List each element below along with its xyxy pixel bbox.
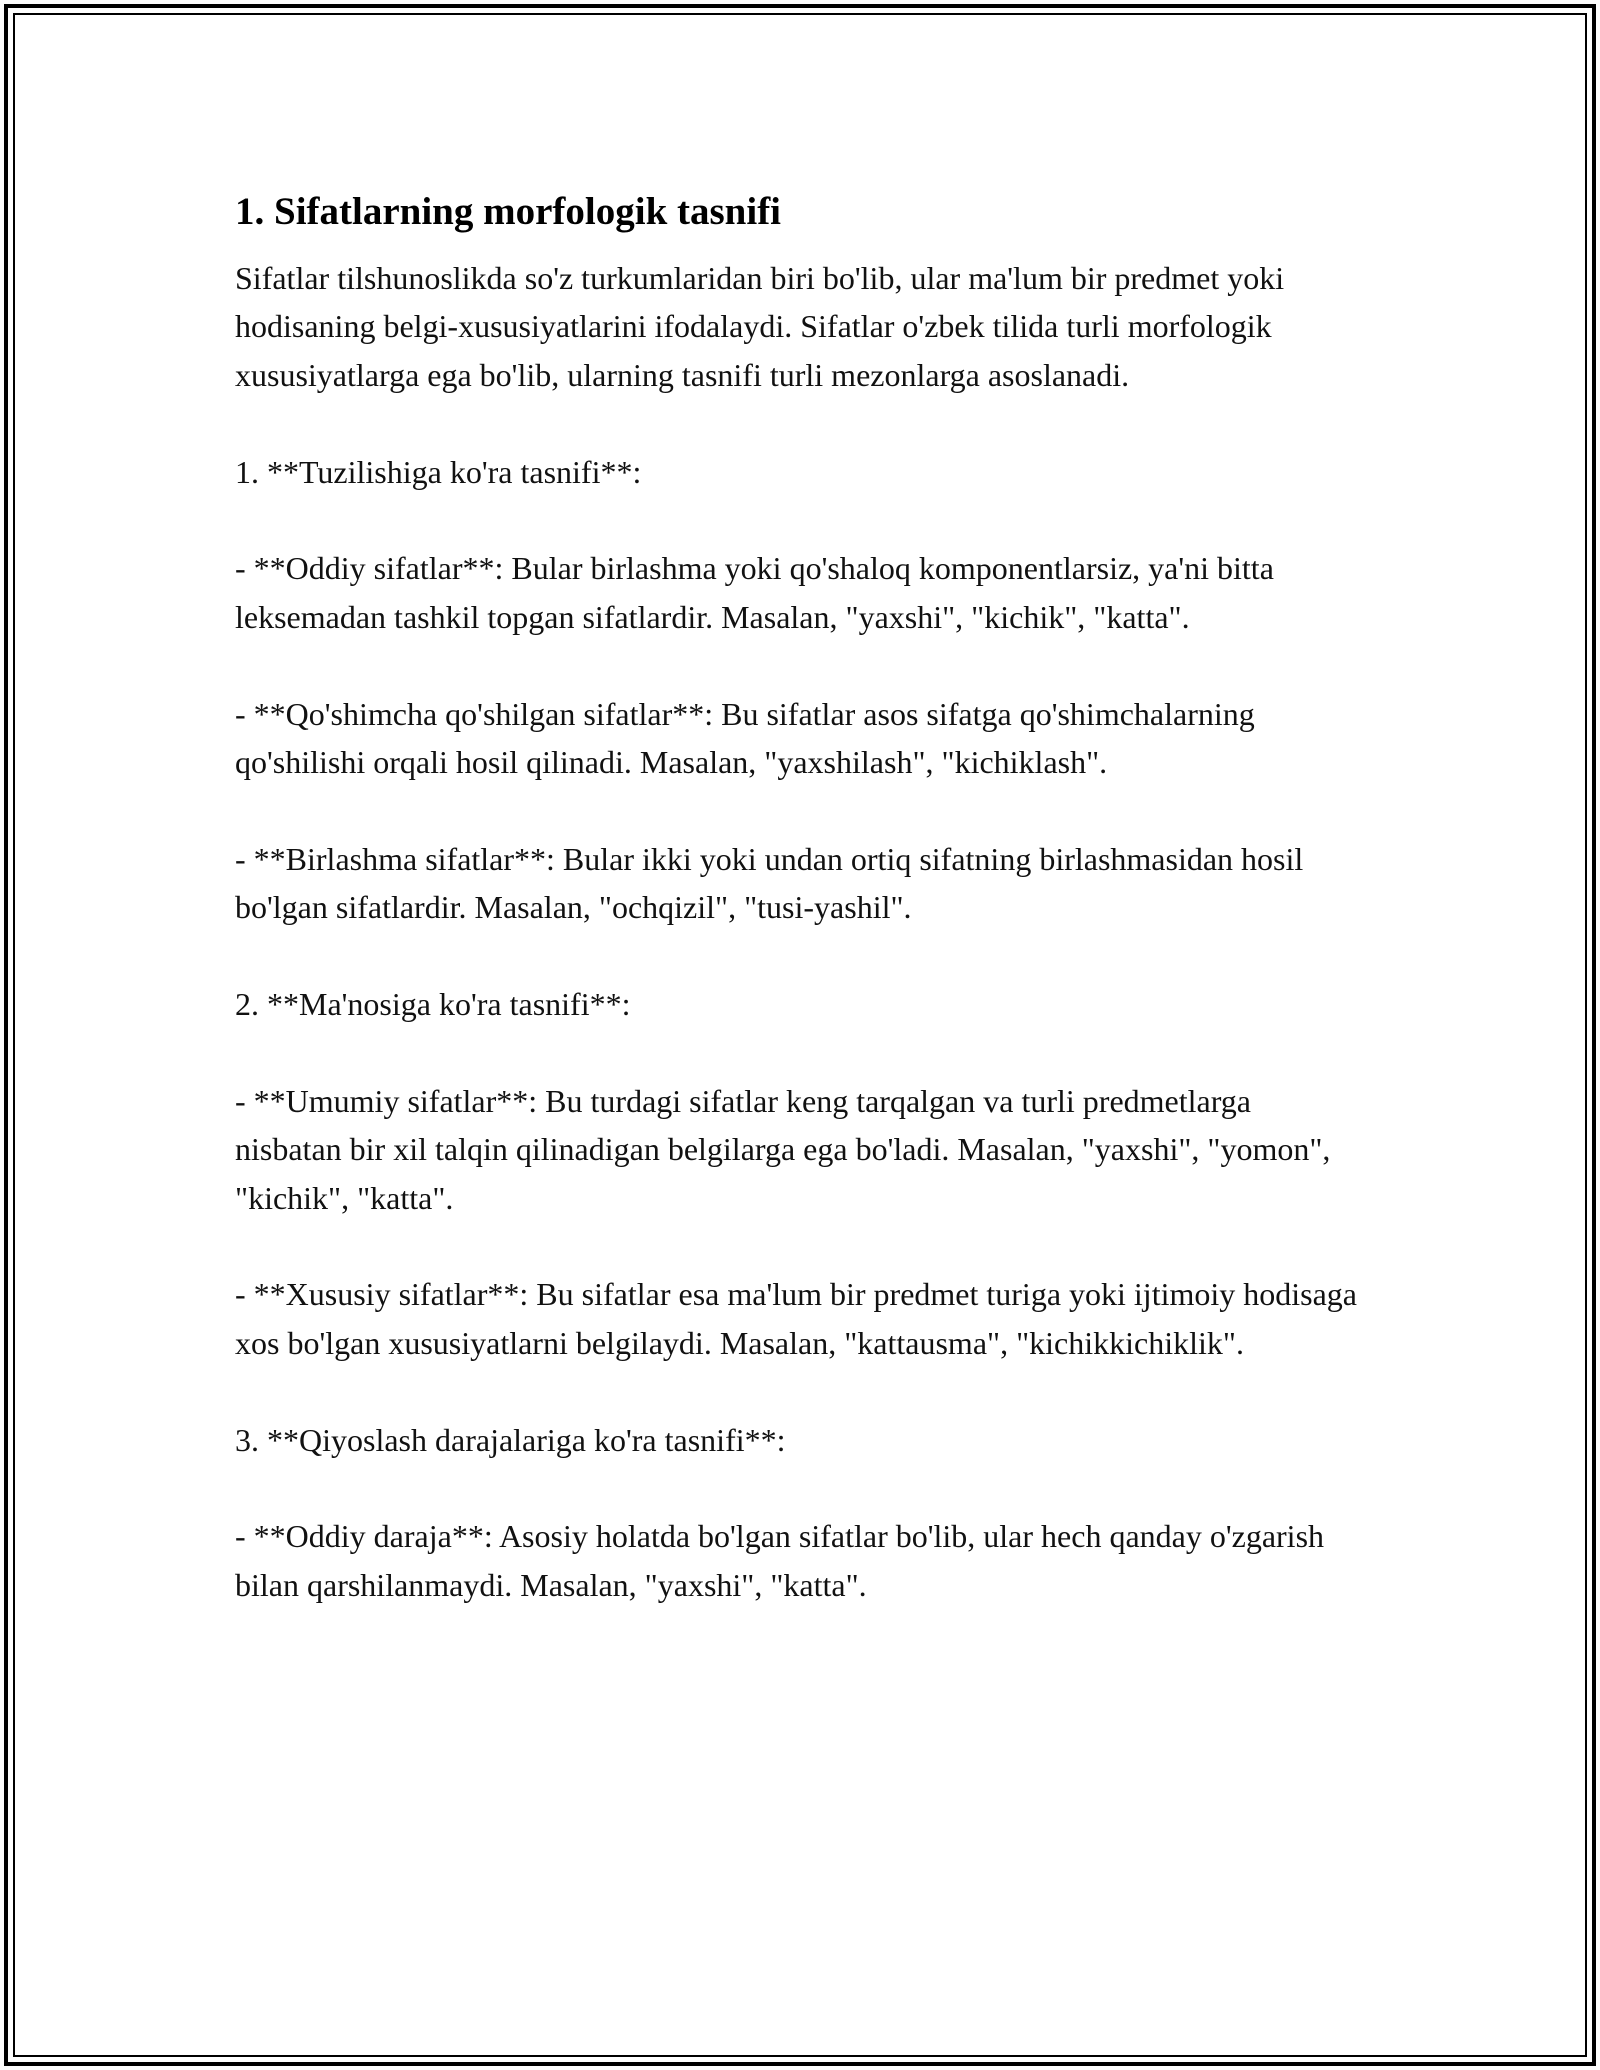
intro-paragraph: Sifatlar tilshunoslikda so'z turkumlaridan biri bo'lib, ular ma'lum bir predmet yoki hodisaning belgi-xususiyatlarini ifodalaydi. Sifatlar o'zbek tilida turli morfologik xususiyatlarga ega bo'lib, ularning tasnifi turli mezonlarga asoslanadi. (235, 260, 1285, 393)
list-item-simple-adjectives: - **Oddiy sifatlar**: Bular birlashma yoki qo'shaloq komponentlarsiz, ya'ni bitta leksemadan tashkil topgan sifatlardir. Masalan, "yaxshi", "kichik", "katta". (235, 550, 1274, 635)
page-title: 1. Sifatlarning morfologik tasnifi (235, 190, 782, 233)
list-item-specific-adjectives: - **Xususiy sifatlar**: Bu sifatlar esa ma'lum bir predmet turiga yoki ijtimoiy hodisaga xos bo'lgan xususiyatlarni belgilaydi. Masalan, "kattausma", "kichikkichiklik". (235, 1276, 1357, 1361)
list-item-positive-degree: - **Oddiy daraja**: Asosiy holatda bo'lgan sifatlar bo'lib, ular hech qanday o'zgarish bilan qarshilanmaydi. Masalan, "yaxshi", "katta". (235, 1518, 1325, 1603)
list-item-suffixed-adjectives: - **Qo'shimcha qo'shilgan sifatlar**: Bu sifatlar asos sifatga qo'shimchalarning qo'shilishi orqali hosil qilinadi. Masalan, "yaxshilash", "kichiklash". (235, 695, 1255, 781)
document-body (235, 186, 1365, 1658)
list-item-compound-adjectives: - **Birlashma sifatlar**: Bular ikki yoki undan ortiq sifatning birlashmasidan hosil bo'lgan sifatlardir. Masalan, "ochqizil", "tusi-yashil". (235, 840, 1304, 926)
section-heading-meaning: 2. **Ma'nosiga ko'ra tasnifi**: (235, 986, 631, 1023)
section-heading-structure: 1. **Tuzilishiga ko'ra tasnifi**: (235, 453, 642, 490)
list-item-general-adjectives: - **Umumiy sifatlar**: Bu turdagi sifatlar keng tarqalgan va turli predmetlarga nisbatan bir xil talqin qilinadigan belgilarga ega bo'ladi. Masalan, "yaxshi", "yomon", "kichik", "katta". (235, 1082, 1331, 1216)
section-heading-comparison: 3. **Qiyoslash darajalariga ko'ra tasnifi**: (235, 1421, 786, 1458)
